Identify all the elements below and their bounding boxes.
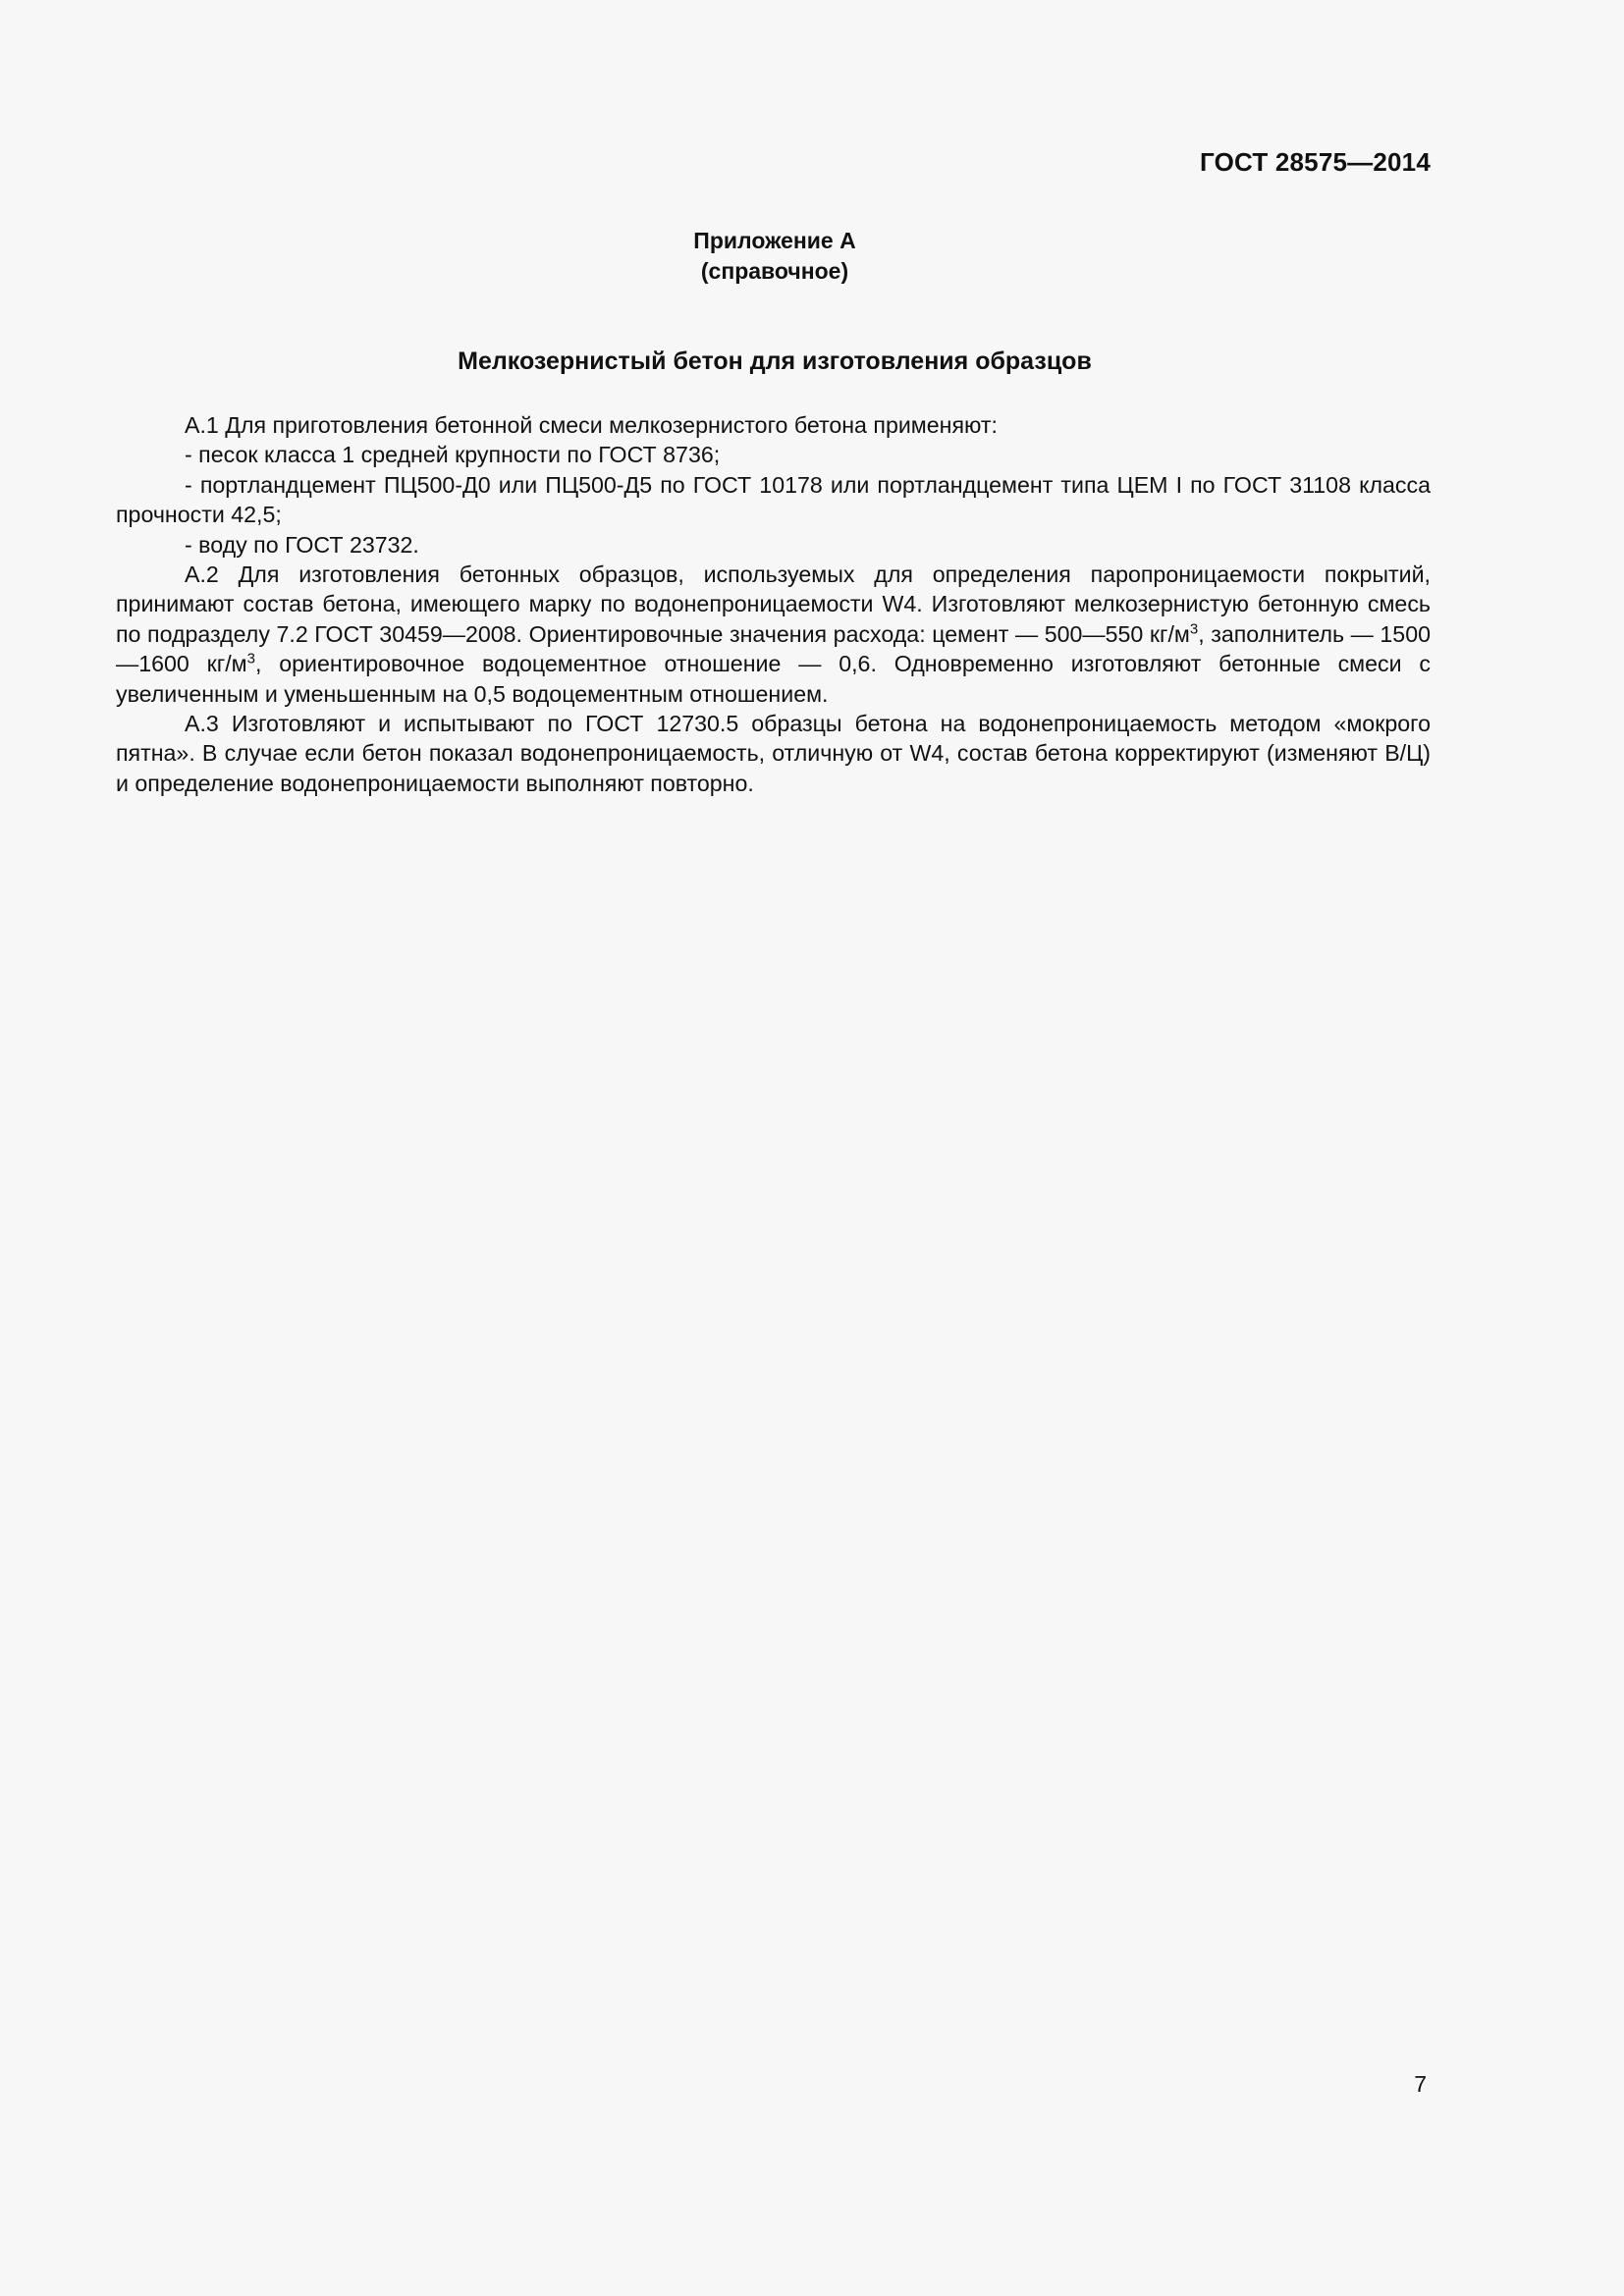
paragraph-a2-part1: А.2 Для изготовления бетонных образцов, используемых для определения паропроницаемости покрытий, принимают состав бетона, имеющего марку по водонепроницаемости W4. Изготовляют мелкозернистую бетонную смесь по подразделу 7.2 ГОСТ 30459—2008. Ориентировочные значения расхода: цемент — 500—550 кг/м <box>116 561 1431 647</box>
paragraph-a2 <box>116 560 1431 709</box>
appendix-heading <box>0 226 1549 287</box>
list-item-sand: - песок класса 1 средней крупности по ГОСТ 8736; <box>185 442 721 468</box>
paragraph-a2-part3: , ориентировочное водоцементное отношение — 0,6. Одновременно изготовляют бетонные смеси с увеличенным и уменьшенным на 0,5 водоцементным отношением. <box>116 651 1432 707</box>
paragraph-a1-intro: А.1 Для приготовления бетонной смеси мелкозернистого бетона применяют: <box>185 412 998 438</box>
page-number: 7 <box>1414 2071 1427 2097</box>
appendix-type: (справочное) <box>700 258 849 284</box>
list-item-cement: - портландцемент ПЦ500-Д0 или ПЦ500-Д5 по ГОСТ 10178 или портландцемент типа ЦЕМ I по ГОСТ 31108 класса прочности 42,5; <box>116 471 1431 528</box>
body-text <box>116 410 1431 798</box>
list-item-water: - воду по ГОСТ 23732. <box>185 531 419 558</box>
section-title: Мелкозернистый бетон для изготовления образцов <box>458 347 1092 375</box>
paragraph-a3: А.3 Изготовляют и испытывают по ГОСТ 12730.5 образцы бетона на водонепроницаемость методом «мокрого пятна». В случае если бетон показал водонепроницаемость, отличную от W4, состав бетона корректируют (изменяют В/Ц) и определение водонепроницаемости выполняют повторно. <box>116 711 1431 796</box>
superscript-cubic-1: 3 <box>1189 620 1199 638</box>
paragraph-a2-part2: , заполнитель — 1500—1600 кг/м <box>116 620 1431 677</box>
superscript-cubic-2: 3 <box>246 650 255 667</box>
appendix-title: Приложение А <box>693 228 856 253</box>
standard-code-header: ГОСТ 28575—2014 <box>1200 147 1431 177</box>
